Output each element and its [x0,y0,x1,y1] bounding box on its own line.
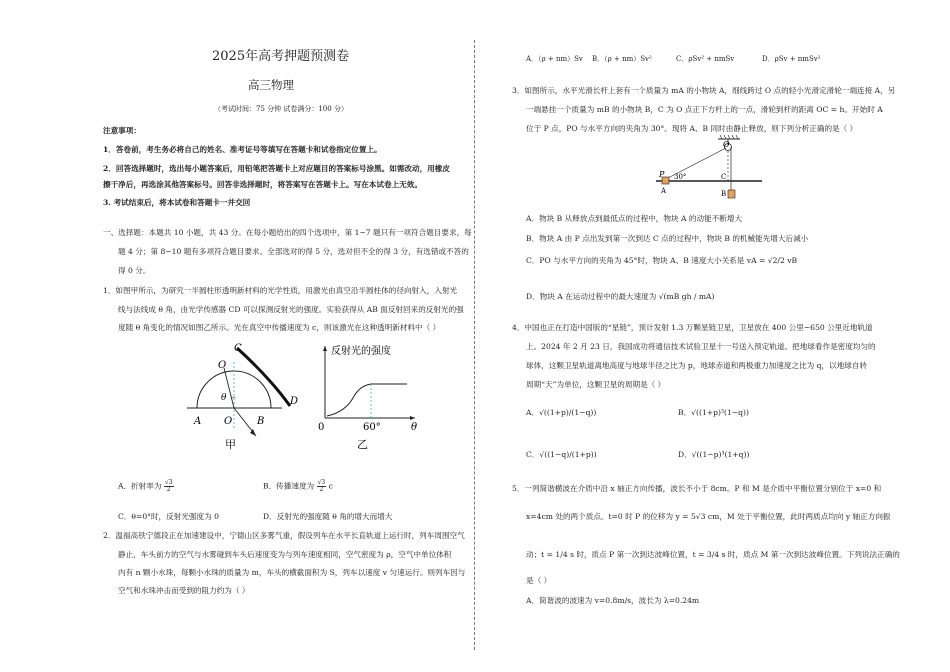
fig-q3-b: B [721,190,727,198]
q1-option-a[interactable] [118,480,174,493]
q3-line: 3．如图所示，水平光滑长杆上套有一个质量为 mA 的小物块 A，细线跨过 O 点的轻小光滑定滑轮一端连接 A，另 [512,86,896,95]
fig-caption-yi: 乙 [357,438,368,451]
notes-heading: 注意事项： [103,126,141,135]
q1-line: 度随 θ 角变化的情况如图乙所示。光在真空中传播速度为 c，则该激光在这种透明新材料中（ ） [118,323,441,332]
q5-line: 5．一列简谐横波在介质中沿 x 轴正方向传播，波长不小于 8cm。P 和 M 是介质中平衡位置分别位于 x=0 和 [512,484,882,493]
q1-option-c[interactable]: C．θ=0°时，反射光强度为 0 [118,512,219,521]
q3-line: 一端悬挂一个质量为 mB 的小物块 B，C 为 O 点正下方杆上的一点，滑轮到杆的距离 OC = h。开始时 A [526,105,883,114]
fig-q3-o: O [723,140,730,149]
fig-origin: 0 [318,422,325,433]
exam-title: 2025年高考押题预测卷 [212,49,350,64]
fig-label-a: A [194,416,202,427]
fig-caption-jia: 甲 [225,438,236,451]
q2-line: 空气和水珠冲击而受到的阻力约为（ ） [118,586,250,595]
section1-line: 得 0 分。 [118,266,151,275]
q3-option-d[interactable]: D．物块 A 在运动过程中的最大速度为 √(mB gh / mA) [526,292,715,301]
fig-label-d: D [290,396,299,407]
q2-option-b[interactable]: B．（ρ + nm）Sv² [592,55,652,63]
q5-option-a[interactable]: A．简谐波的波速为 v=0.8m/s，波长为 λ=0.24m [526,596,700,605]
exam-subject: 高三物理 [248,78,294,92]
fig-q3-p: P [659,170,665,179]
q5-line: 是（ ） [526,576,552,585]
q1-line: 1．如图甲所示，为研究一半圆柱形透明新材料的光学性质，用激光由真空沿半圆柱体的径向射入，入射光 [103,286,458,295]
fig-label-o1: O [218,360,227,371]
q3-option-c[interactable]: C．PO 与水平方向的夹角为 45°时，物块 A、B 速度大小关系是 vA = √2/2 vB [526,256,798,265]
q2-line: 静止，车头前方的空气与水雾碰到车头后速度变为与列车速度相同，空气密度为 ρ，空气中单位体积 [118,550,452,559]
q1-option-b-text: B．传播速度为 [263,481,315,491]
q1-figure-yi [315,340,425,455]
notes-item: 擦干净后，再选涂其他答案标号。回答非选择题时，将答案写在答题卡上。写在本试卷上无效。 [103,180,422,189]
fig-q3-c: C [721,173,727,181]
q5-line: 动；t = 1/4 s 时，质点 P 第一次到达波峰位置，t = 3/4 s 时，质点 M 第一次到达波峰位置。下列说法正确的 [526,550,900,559]
section1-line: 题 4 分；第 8~10 题有多项符合题目要求。全部选对的得 5 分，选对但不全的得 3 分，有选错或不答的 [118,247,469,256]
fig-xlabel: θ [411,422,418,433]
q1-option-d[interactable]: D．反射光的强度随 θ 角的增大而增大 [263,512,393,521]
q2-option-d[interactable]: D．ρSv + nmSv² [762,55,821,63]
q1-option-b[interactable]: B．传播速度为 $\frac{√3}{2}$ c [263,479,333,493]
fig-q3-a: A [661,187,667,195]
q2-line: 内有 n 颗小水珠，每颗小水珠的质量为 m，车头的横截面积为 S，列车以速度 v 匀速运行。则列车因与 [118,568,466,577]
q2-line: 2．温福高铁宁德段正在加速建设中，宁德山区多雾气重，假设列车在水平长直轨道上运行时，列车周围空气 [103,531,465,540]
q4-line: 周期“天”为单位，这颗卫星的周期是（ ） [526,380,666,389]
exam-info: （考试时间：75 分钟 试卷满分：100 分） [214,105,348,113]
q3-line: 位于 P 点，PO 与水平方向的夹角为 30°。现将 A、B 同时由静止释放，则下列分析正确的是（ ） [526,124,858,133]
q1-line: 线与法线成 θ 角，由光学传感器 CD 可以探测反射光的强度。实验获得从 AB 面反射回来的反射光的强 [118,305,464,314]
notes-item: 1．答卷前，考生务必将自己的姓名、准考证号等填写在答题卡和试卷指定位置上。 [103,145,382,154]
q4-option-b[interactable]: B．√((1+p)³(1−q)) [678,408,749,417]
notes-item: 2．回答选择题时，选出每小题答案后，用铅笔把答题卡上对应题目的答案标号涂黑。如需改动，用橡皮 [103,164,450,173]
q4-line: 球体，这颗卫星轨道离地高度与地球半径之比为 p，地球赤道和两极重力加速度之比为 q，以地球自转 [526,361,868,370]
q3-figure [650,135,770,205]
q5-line: x=4cm 处的两个质点。t=0 时 P 的位移为 y = 5√3 cm，M 处于平衡位置，此时两质点均向 y 轴正方向振 [526,512,891,521]
q2-option-a[interactable]: A．（ρ + nm）Sv [526,55,583,63]
fig-label-c: C [234,343,242,354]
q4-line: 上。2024 年 2 月 23 日，我国成功将通信技术试验卫星十一号送入预定轨道。把地球看作是密度均匀的 [526,342,876,351]
q3-option-b[interactable]: B．物块 A 由 P 点出发到第一次到达 C 点的过程中，物块 B 的机械能先增大后减小 [526,234,809,243]
q4-option-d[interactable]: D．√((1−p)³(1+q)) [678,450,750,459]
q1-option-a-frac: $\frac{√3}{2}$ [164,479,173,493]
fig-label-theta: θ [221,393,227,403]
q4-option-a[interactable]: A．√((1+p)/(1−q)) [526,408,597,417]
fig-q3-angle: 30° [674,173,687,181]
fig-label-b: B [257,416,265,427]
notes-item: 3. 考试结束后，将本试卷和答题卡一并交回 [103,198,251,207]
q4-option-c[interactable]: C．√((1−q)/(1+p)) [526,450,597,459]
fig-ylabel: 反射光的强度 [331,346,391,357]
fig-label-o: O [224,416,233,427]
q4-line: 4．中国也正在打造中国版的“星链”，预计发射 1.3 万颗星链卫星，卫星放在 400 公里~650 公里近地轨道 [512,323,873,332]
q1-figure-jia [182,340,307,455]
section1-line: 一、选择题：本题共 10 小题，共 43 分。在每小题给出的四个选项中，第 1~7 题只有一项符合题目要求，每 [103,228,472,237]
q1-option-b-frac: $\frac{√3}{2}$ [317,479,326,493]
q3-option-a[interactable]: A．物块 B 从释放点到最低点的过程中，物块 A 的动能不断增大 [526,214,743,223]
q1-option-a-text: A．折射率为 [118,481,162,491]
fig-xtick: 60° [363,422,381,433]
column-divider [474,40,475,650]
q2-option-c[interactable]: C．ρSv² + nmSv [676,55,735,63]
